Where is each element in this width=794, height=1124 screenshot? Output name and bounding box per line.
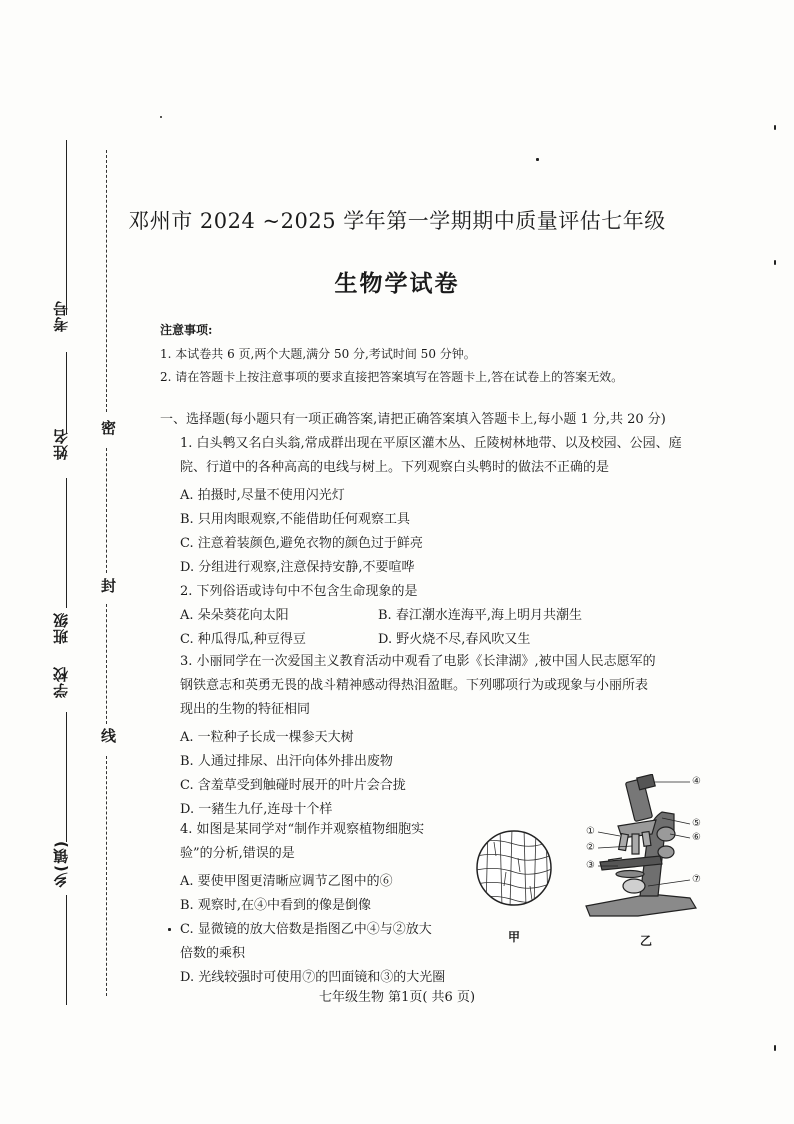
microscope-label-4: ④: [692, 776, 701, 787]
seal-line: [106, 448, 107, 573]
microscope-figure-yi: [578, 774, 728, 924]
q2-option-a: A. 朵朵葵花向太阳: [180, 608, 289, 623]
q1-option-c: C. 注意着装颜色,避免衣物的颜色过于鲜亮: [180, 536, 423, 551]
margin-line: [66, 478, 67, 608]
scan-speck: [160, 116, 162, 118]
q4-option-d: D. 光线较强时可使用⑦的凹面镜和③的大光圈: [180, 970, 446, 985]
class-label: 班级: [52, 612, 70, 644]
q3-option-a: A. 一粒种子长成一棵参天大树: [180, 730, 354, 745]
school-label: 学校: [52, 666, 70, 698]
exam-title: 邓州市 2024 ~2025 学年第一学期期中质量评估七年级: [128, 209, 666, 233]
q3-stem-line-1: 3. 小丽同学在一次爱国主义教育活动中观看了电影《长津湖》,被中国人民志愿军的: [180, 654, 656, 669]
seal-line: [106, 604, 107, 724]
q4-stem-line-1: 4. 如图是某同学对“制作并观察植物细胞实: [180, 822, 425, 837]
margin-line: [66, 712, 67, 842]
microscope-label-6: ⑥: [692, 832, 701, 843]
notice-heading: 注意事项:: [160, 323, 213, 337]
q2-option-d: D. 野火烧不尽,春风吹又生: [378, 632, 531, 647]
figure-caption-yi: 乙: [640, 934, 653, 948]
q3-option-d: D. 一豬生九仔,连母十个样: [180, 802, 333, 817]
microscope-label-5: ⑤: [692, 818, 701, 829]
q2-option-b: B. 春江潮水连海平,海上明月共潮生: [378, 608, 582, 623]
q1-option-b: B. 只用肉眼观察,不能借助任何观察工具: [180, 512, 410, 527]
q4-option-c: C. 显微镜的放大倍数是指图乙中④与②放大: [180, 922, 432, 937]
q2-option-c: C. 种瓜得瓜,种豆得豆: [180, 632, 306, 647]
township-label: 乡(镇): [52, 840, 70, 888]
microscope-label-7: ⑦: [692, 874, 701, 885]
cell-figure-jia: [474, 828, 554, 923]
margin-line: [66, 352, 67, 434]
q2-stem: 2. 下列俗语或诗句中不包含生命现象的是: [180, 584, 418, 599]
seal-line: [106, 756, 107, 996]
q3-stem-line-3: 现出的生物的特征相同: [180, 702, 311, 717]
scan-speck: [774, 1045, 776, 1051]
section-heading: 一、选择题(每小题只有一项正确答案,请把正确答案填入答题卡上,每小题 1 分,共 20 分): [160, 412, 666, 427]
notice-item-1: 1. 本试卷共 6 页,两个大题,满分 50 分,考试时间 50 分钟。: [160, 347, 476, 361]
q4-option-a: A. 要使甲图更清晰应调节乙图中的⑥: [180, 874, 393, 889]
scan-speck: [168, 928, 171, 931]
seal-char-mi: 密: [99, 420, 117, 435]
q1-stem-line-2: 院、行道中的各种高高的电线与树上。下列观察白头鹎时的做法不正确的是: [180, 460, 610, 475]
seal-char-xian: 线: [99, 728, 117, 743]
q3-option-c: C. 含羞草受到触碰时展开的叶片会合拢: [180, 778, 406, 793]
q1-option-a: A. 拍摄时,尽量不使用闪光灯: [180, 488, 345, 503]
page-footer: 七年级生物 第1页( 共6 页): [318, 990, 476, 1005]
microscope-label-1: ①: [586, 826, 595, 837]
exam-number-label: 考号: [52, 300, 70, 332]
figure-caption-jia: 甲: [508, 930, 521, 944]
exam-subtitle: 生物学试卷: [334, 270, 460, 297]
q1-stem-line-1: 1. 白头鹎又名白头翁,常成群出现在平原区灌木丛、丘陵树林地带、以及校园、公园、庭: [180, 436, 682, 451]
microscope-label-2: ②: [586, 842, 595, 853]
notice-item-2: 2. 请在答题卡上按注意事项的要求直接把答案填写在答题卡上,答在试卷上的答案无效。: [160, 370, 624, 384]
q4-stem-line-2: 验”的分析,错误的是: [180, 846, 295, 861]
scan-speck: [774, 125, 776, 130]
q4-option-c-cont: 倍数的乘积: [180, 946, 246, 961]
scan-speck: [774, 260, 776, 265]
q3-option-b: B. 人通过排尿、出汗向体外排出废物: [180, 754, 393, 769]
name-label: 姓名: [52, 428, 70, 460]
microscope-label-3: ③: [586, 860, 595, 871]
q3-stem-line-2: 钢铁意志和英勇无畏的战斗精神感动得热泪盈眶。下列哪项行为或现象与小丽所表: [180, 678, 649, 693]
seal-char-feng: 封: [99, 578, 117, 593]
q1-option-d: D. 分组进行观察,注意保持安静,不要喧哗: [180, 560, 415, 575]
scan-speck: [536, 158, 539, 161]
q4-option-b: B. 观察时,在④中看到的像是倒像: [180, 898, 371, 913]
